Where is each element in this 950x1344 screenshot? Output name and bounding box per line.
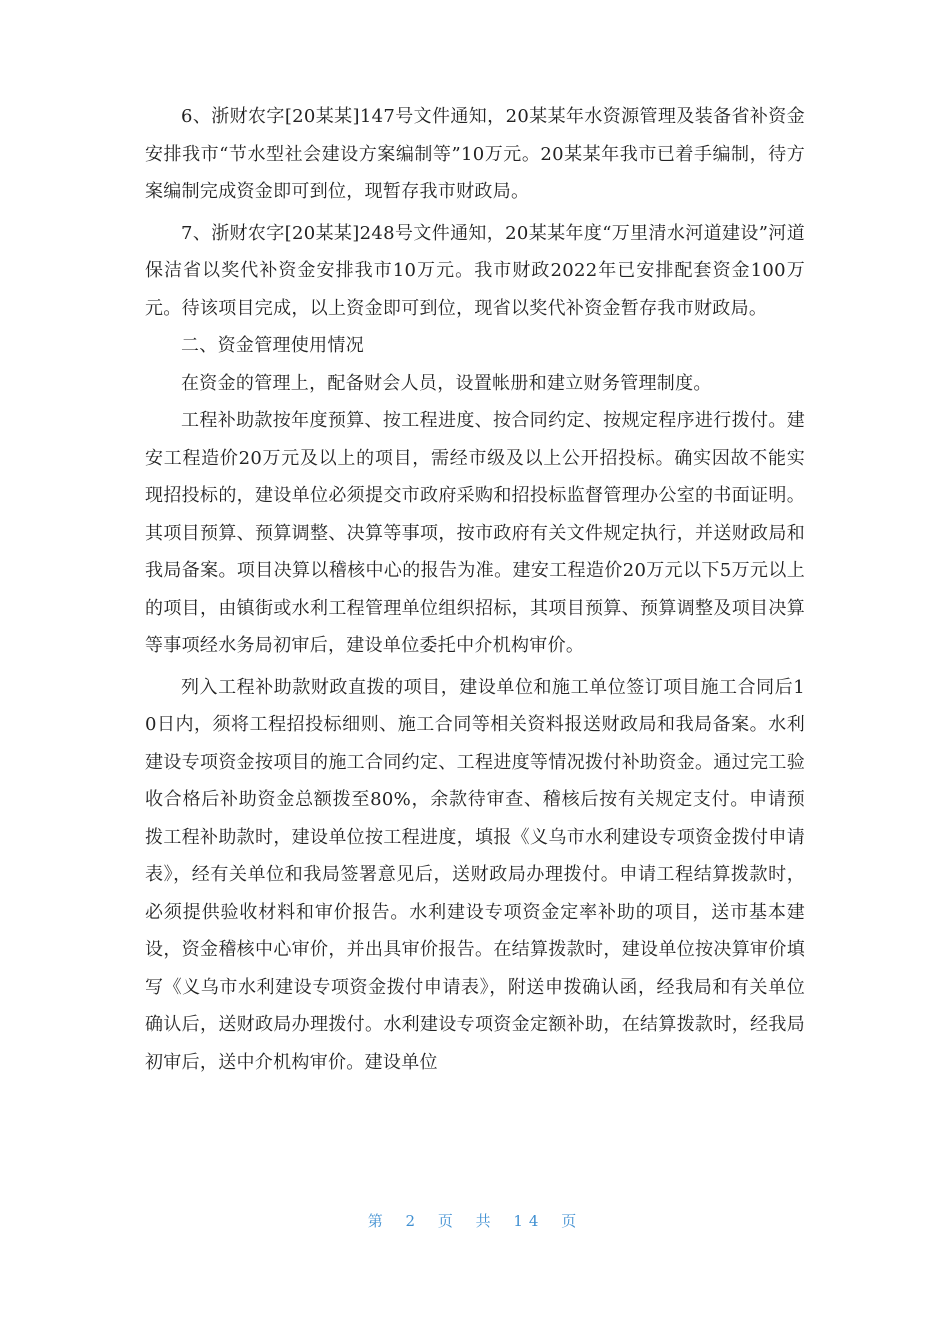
paragraph-subsidy-payment: 工程补助款按年度预算、按工程进度、按合同约定、按规定程序进行拨付。建安工程造价20万元及以上的项目，需经市级及以上公开招投标。确实因故不能实现招投标的，建设单位必须提交市政府采购和招投标监督管理办公室的书面证明。其项目预算、预算调整、决算等事项，按市政府有关文件规定执行，并送财政局和我局备案。项目决算以稽核中心的报告为准。建安工程造价20万元以下5万元以上的项目，由镇街或水利工程管理单位组织招标，其项目预算、预算调整及项目决算等事项经水务局初审后，建设单位委托中介机构审价。: [145, 410, 805, 656]
paragraph-item-6: 6、浙财农字[20某某]147号文件通知，20某某年水资源管理及装备省补资金安排我市“节水型社会建设方案编制等”10万元。20某某年我市已着手编制，待方案编制完成资金即可到位，现暂存我市财政局。: [145, 106, 805, 202]
page-number-footer: 第 2 页 共 14 页: [367, 1212, 583, 1230]
paragraph-fund-management: 在资金的管理上，配备财会人员，设置帐册和建立财务管理制度。: [181, 372, 712, 394]
paragraph-item-7: 7、浙财农字[20某某]248号文件通知，20某某年度“万里清水河道建设”河道保洁省以奖代补资金安排我市10万元。我市财政2022年已安排配套资金100万元。待该项目完成，以上资金即可到位，现省以奖代补资金暂存我市财政局。: [145, 222, 805, 319]
section-heading-fund-management: 二、资金管理使用情况: [181, 335, 364, 356]
paragraph-direct-allocation: 列入工程补助款财政直拨的项目，建设单位和施工单位签订项目施工合同后10日内，须将工程招投标细则、施工合同等相关资料报送财政局和我局备案。水利建设专项资金按项目的施工合同约定、工程进度等情况拨付补助资金。通过完工验收合格后补助资金总额拨至80%，余款待审查、稽核后按有关规定支付。申请预拨工程补助款时，建设单位按工程进度，填报《义乌市水利建设专项资金拨付申请表》，经有关单位和我局签署意见后，送财政局办理拨付。申请工程结算拨款时，必须提供验收材料和审价报告。水利建设专项资金定率补助的项目，送市基本建设，资金稽核中心审价，并出具审价报告。在结算拨款时，建设单位按决算审价填写《义乌市水利建设专项资金拨付申请表》，附送申拨确认函，经我局和有关单位确认后，送财政局办理拨付。水利建设专项资金定额补助，在结算拨款时，经我局初审后，送中介机构审价。建设单位: [145, 676, 805, 1073]
document-body: [145, 98, 805, 1081]
